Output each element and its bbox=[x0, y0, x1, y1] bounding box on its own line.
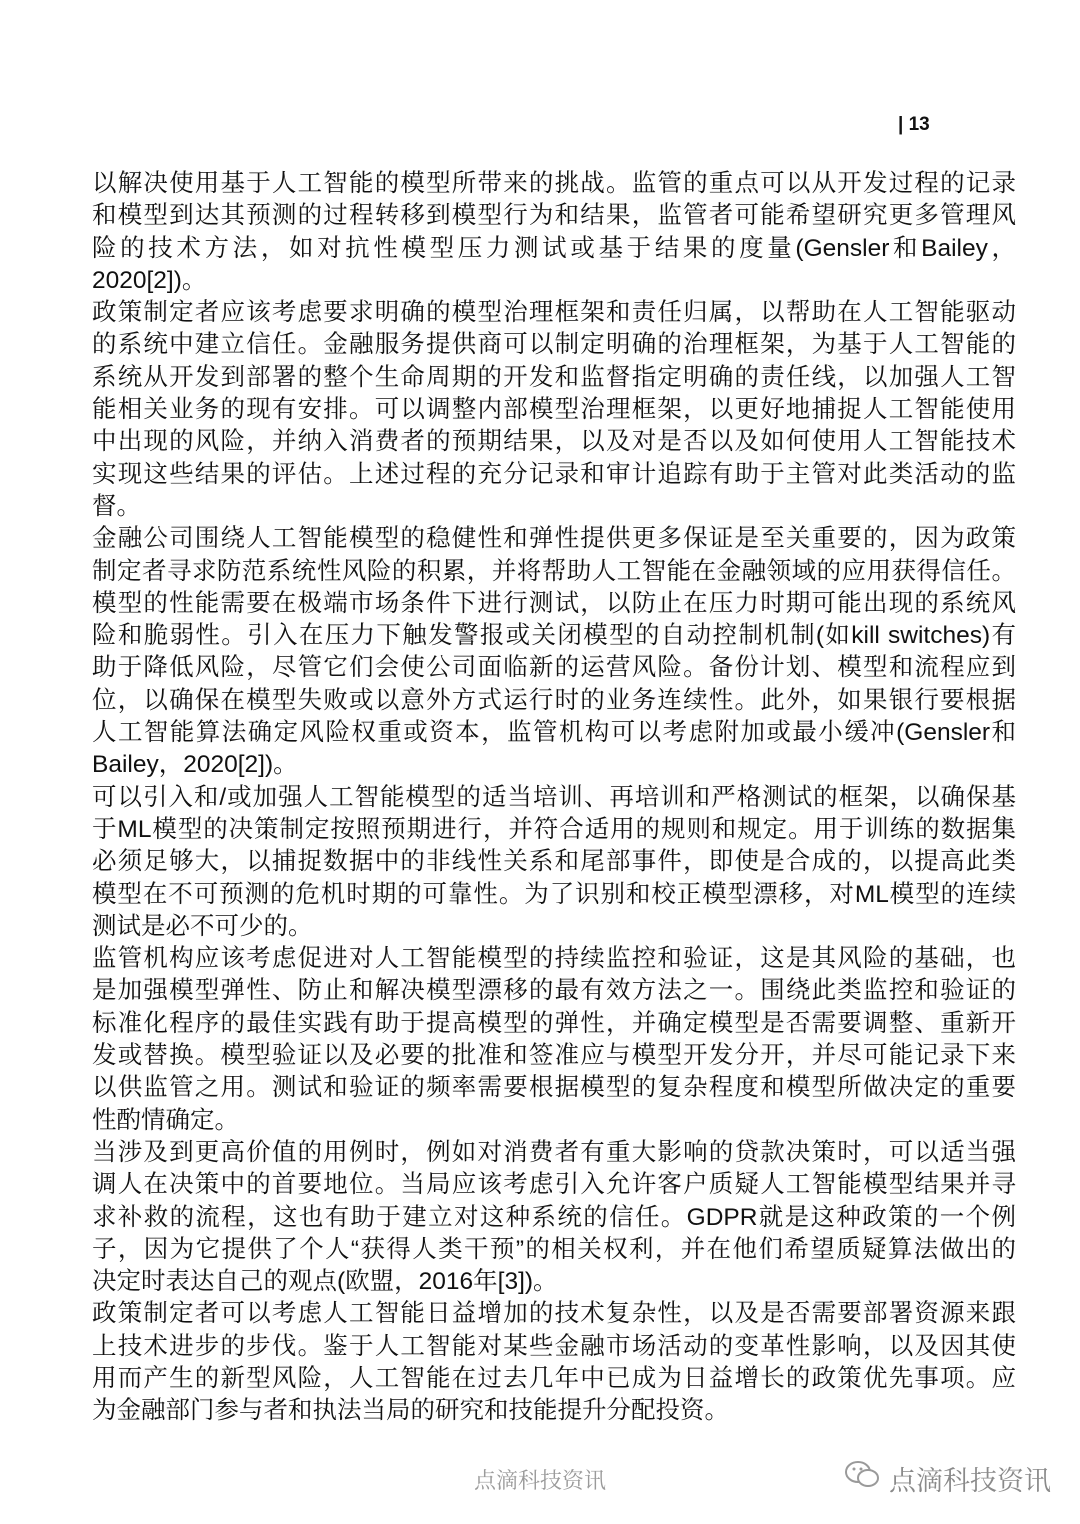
text-line: 能相关业务的现有安排。可以调整内部模型治理框架，以更好地捕捉人工智能使用 bbox=[92, 396, 1016, 424]
text-line: 险的技术方法，如对抗性模型压力测试或基于结果的度量(Gensler和Bailey， bbox=[92, 234, 1016, 262]
text-line: 2020[2])。 bbox=[92, 266, 207, 294]
paragraph bbox=[92, 297, 1016, 523]
text-line: 上技术进步的步伐。鉴于人工智能对某些金融市场活动的变革性影响，以及因其使 bbox=[92, 1332, 1016, 1360]
text-line: 实现这些结果的评估。上述过程的充分记录和审计追踪有助于主管对此类活动的监 bbox=[92, 460, 1016, 488]
text-line: 助于降低风险，尽管它们会使公司面临新的运营风险。备份计划、模型和流程应到 bbox=[92, 654, 1016, 682]
document-body bbox=[92, 168, 1016, 1428]
paragraph bbox=[92, 1137, 1016, 1298]
text-line: 人工智能算法确定风险权重或资本，监管机构可以考虑附加或最小缓冲(Gensler和 bbox=[92, 719, 1016, 747]
text-line: 是加强模型弹性、防止和解决模型漂移的最有效方法之一。围绕此类监控和验证的 bbox=[92, 977, 1016, 1005]
paragraph bbox=[92, 782, 1016, 943]
text-line: 和模型到达其预测的过程转移到模型行为和结果，监管者可能希望研究更多管理风 bbox=[92, 202, 1016, 230]
text-line: 政策制定者可以考虑人工智能日益增加的技术复杂性，以及是否需要部署资源来跟 bbox=[92, 1300, 1016, 1328]
text-line: 以供监管之用。测试和验证的频率需要根据模型的复杂程度和模型所做决定的重要 bbox=[92, 1074, 1016, 1102]
text-line: 模型的性能需要在极端市场条件下进行测试，以防止在压力时期可能出现的系统风 bbox=[92, 589, 1016, 617]
text-line: 系统从开发到部署的整个生命周期的开发和监督指定明确的责任线，以加强人工智 bbox=[92, 363, 1016, 391]
text-line: 为金融部门参与者和执法当局的研究和技能提升分配投资。 bbox=[92, 1397, 729, 1425]
paragraph bbox=[92, 943, 1016, 1137]
text-line: 模型在不可预测的危机时期的可靠性。为了识别和校正模型漂移，对ML模型的连续 bbox=[92, 880, 1016, 908]
wechat-icon bbox=[843, 1458, 883, 1499]
wechat-account-mark bbox=[843, 1458, 1051, 1499]
text-line: 标准化程序的最佳实践有助于提高模型的弹性，并确定模型是否需要调整、重新开 bbox=[92, 1009, 1016, 1037]
text-line: Bailey，2020[2])。 bbox=[92, 751, 298, 779]
text-line: 子，因为它提供了个人“获得人类干预”的相关权利，并在他们希望质疑算法做出的 bbox=[92, 1235, 1016, 1263]
text-line: 调人在决策中的首要地位。当局应该考虑引入允许客户质疑人工智能模型结果并寻 bbox=[92, 1171, 1016, 1199]
text-line: 制定者寻求防范系统性风险的积累，并将帮助人工智能在金融领域的应用获得信任。 bbox=[92, 557, 1016, 585]
text-line: 于ML模型的决策制定按照预期进行，并符合适用的规则和规定。用于训练的数据集 bbox=[92, 815, 1016, 843]
page-number: | 13 bbox=[898, 114, 930, 135]
text-line: 险和脆弱性。引入在压力下触发警报或关闭模型的自动控制机制(如kill switches)有 bbox=[92, 622, 1016, 650]
text-line: 必须足够大，以捕捉数据中的非线性关系和尾部事件，即使是合成的，以提高此类 bbox=[92, 848, 1016, 876]
text-line: 求补救的流程，这也有助于建立对这种系统的信任。GDPR就是这种政策的一个例 bbox=[92, 1203, 1016, 1231]
text-line: 发或替换。模型验证以及必要的批准和签准应与模型开发分开，并尽可能记录下来 bbox=[92, 1042, 1016, 1070]
text-line: 当涉及到更高价值的用例时，例如对消费者有重大影响的贷款决策时，可以适当强 bbox=[92, 1138, 1016, 1166]
text-line: 测试是必不可少的。 bbox=[92, 912, 313, 940]
text-line: 金融公司围绕人工智能模型的稳健性和弹性提供更多保证是至关重要的，因为政策 bbox=[92, 525, 1016, 553]
footer-watermark: 点滴科技资讯 bbox=[473, 1468, 606, 1493]
text-line: 以解决使用基于人工智能的模型所带来的挑战。监管的重点可以从开发过程的记录 bbox=[92, 170, 1016, 197]
text-line: 可以引入和/或加强人工智能模型的适当培训、再培训和严格测试的框架，以确保基 bbox=[92, 783, 1016, 811]
text-line: 中出现的风险，并纳入消费者的预期结果，以及对是否以及如何使用人工智能技术 bbox=[92, 428, 1016, 456]
text-line: 用而产生的新型风险，人工智能在过去几年中已成为日益增长的政策优先事项。应 bbox=[92, 1364, 1016, 1392]
text-line: 政策制定者应该考虑要求明确的模型治理框架和责任归属，以帮助在人工智能驱动 bbox=[92, 299, 1016, 327]
text-line: 位，以确保在模型失败或以意外方式运行时的业务连续性。此外，如果银行要根据 bbox=[92, 686, 1016, 714]
wechat-account-name: 点滴科技资讯 bbox=[889, 1466, 1051, 1496]
text-line: 的系统中建立信任。金融服务提供商可以制定明确的治理框架，为基于人工智能的 bbox=[92, 331, 1016, 359]
text-line: 决定时表达自己的观点(欧盟，2016年[3])。 bbox=[92, 1268, 558, 1296]
paragraph bbox=[92, 1298, 1016, 1427]
text-line: 督。 bbox=[92, 492, 141, 520]
paragraph bbox=[92, 168, 1016, 297]
text-line: 性酌情确定。 bbox=[92, 1106, 239, 1134]
text-line: 监管机构应该考虑促进对人工智能模型的持续监控和验证，这是其风险的基础，也 bbox=[92, 945, 1016, 973]
paragraph bbox=[92, 523, 1016, 781]
